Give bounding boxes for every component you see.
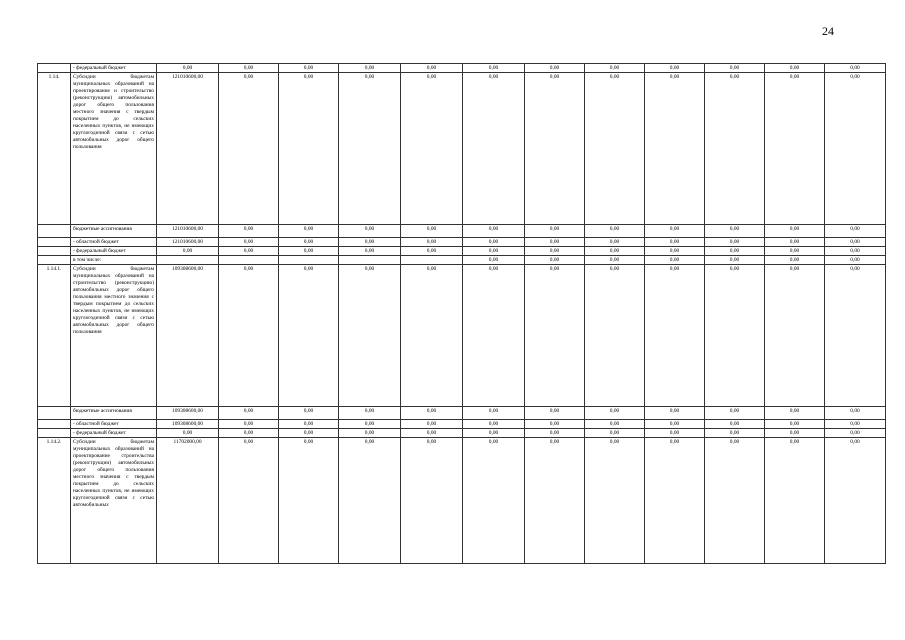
row-index <box>38 64 71 73</box>
value-cell: 0,00 <box>279 64 339 73</box>
value-cell: 0,00 <box>463 429 525 438</box>
value-cell: 0,00 <box>219 225 279 238</box>
row-index <box>38 420 71 429</box>
value-cell: 0,00 <box>825 64 886 73</box>
row-description: Субсидии бюджетам муниципальных образований на строительство (реконструкцию) автомобильных дорог общего пользования местного значения с твердым покрытием до сельских населенных пунктов, не имеющих круглогодичной связи с сетью автомобильных дорог общего пользования <box>71 265 157 407</box>
value-cell: 0,00 <box>401 64 463 73</box>
value-cell: 0,00 <box>339 265 401 407</box>
value-cell: 0,00 <box>401 429 463 438</box>
value-cell: 0,00 <box>825 238 886 247</box>
row-description: - федеральный бюджет <box>71 247 157 256</box>
value-cell: 0,00 <box>219 265 279 407</box>
value-cell: 0,00 <box>339 238 401 247</box>
value-cell: 109308600,00 <box>157 407 219 420</box>
row-description: - областной бюджет <box>71 420 157 429</box>
value-cell: 0,00 <box>219 64 279 73</box>
value-cell: 0,00 <box>525 225 585 238</box>
value-cell: 0,00 <box>525 247 585 256</box>
table-row <box>38 407 886 420</box>
value-cell: 0,00 <box>525 238 585 247</box>
row-description: бюджетные ассигнования <box>71 225 157 238</box>
value-cell: 0,00 <box>219 73 279 225</box>
row-description: Субсидии бюджетам муниципальных образований на проектирование и строительство (реконструкцию) автомобильных дорог общего пользования местного значения с твердым покрытием до сельских населенных пунктов, не имеющих круглогодичной связи с сетью автомобильных дорог общего пользования <box>71 73 157 225</box>
value-cell: 0,00 <box>765 256 825 265</box>
value-cell: 0,00 <box>279 265 339 407</box>
value-cell: 0,00 <box>645 247 705 256</box>
value-cell: 0,00 <box>339 438 401 564</box>
value-cell: 0,00 <box>585 420 645 429</box>
value-cell: 0,00 <box>585 256 645 265</box>
value-cell: 109308600,00 <box>157 265 219 407</box>
value-cell: 0,00 <box>219 407 279 420</box>
value-cell: 0,00 <box>765 225 825 238</box>
value-cell: 0,00 <box>279 73 339 225</box>
value-cell: 0,00 <box>339 429 401 438</box>
value-cell: 0,00 <box>525 407 585 420</box>
value-cell: 0,00 <box>463 238 525 247</box>
row-description: - федеральный бюджет <box>71 64 157 73</box>
value-cell: 0,00 <box>279 225 339 238</box>
value-cell: 0,00 <box>705 64 765 73</box>
value-cell: 0,00 <box>825 247 886 256</box>
value-cell: 0,00 <box>401 265 463 407</box>
table-row <box>38 420 886 429</box>
value-cell: 0,00 <box>401 247 463 256</box>
row-index <box>38 247 71 256</box>
value-cell: 0,00 <box>401 420 463 429</box>
value-cell: 0,00 <box>157 64 219 73</box>
value-cell: 0,00 <box>525 438 585 564</box>
value-cell: 0,00 <box>825 420 886 429</box>
value-cell: 0,00 <box>825 407 886 420</box>
value-cell: 0,00 <box>705 438 765 564</box>
value-cell: 0,00 <box>525 73 585 225</box>
value-cell: 0,00 <box>339 407 401 420</box>
value-cell: 0,00 <box>705 429 765 438</box>
value-cell: 0,00 <box>401 73 463 225</box>
table-row <box>38 429 886 438</box>
value-cell <box>401 256 463 265</box>
table-row <box>38 256 886 265</box>
value-cell: 0,00 <box>463 265 525 407</box>
value-cell: 0,00 <box>825 225 886 238</box>
value-cell: 0,00 <box>219 429 279 438</box>
value-cell <box>279 256 339 265</box>
row-index: 1.14.1. <box>38 265 71 407</box>
value-cell: 0,00 <box>401 225 463 238</box>
table-row <box>38 438 886 564</box>
value-cell: 0,00 <box>645 420 705 429</box>
value-cell: 0,00 <box>463 247 525 256</box>
value-cell: 109308600,00 <box>157 420 219 429</box>
value-cell: 0,00 <box>645 238 705 247</box>
table-row <box>38 238 886 247</box>
value-cell: 0,00 <box>765 238 825 247</box>
value-cell: 0,00 <box>279 238 339 247</box>
value-cell: 0,00 <box>463 420 525 429</box>
value-cell: 0,00 <box>463 438 525 564</box>
value-cell: 0,00 <box>525 265 585 407</box>
value-cell: 0,00 <box>585 265 645 407</box>
value-cell: 0,00 <box>585 429 645 438</box>
value-cell: 0,00 <box>825 429 886 438</box>
value-cell: 0,00 <box>645 256 705 265</box>
value-cell: 0,00 <box>705 256 765 265</box>
value-cell: 0,00 <box>825 265 886 407</box>
row-description: Субсидии бюджетам муниципальных образований на проектирование строительства (реконструкции) автомобильных дорог общего пользования местного значения с твердым покрытием до сельских населенных пунктов, не имеющих круглогодичной связи с сетью автомобильных <box>71 438 157 564</box>
value-cell: 0,00 <box>219 420 279 429</box>
value-cell: 0,00 <box>585 238 645 247</box>
value-cell: 0,00 <box>279 438 339 564</box>
value-cell: 11702000,00 <box>157 438 219 564</box>
value-cell: 0,00 <box>645 64 705 73</box>
row-description: - областной бюджет <box>71 238 157 247</box>
value-cell: 0,00 <box>339 73 401 225</box>
value-cell: 0,00 <box>705 73 765 225</box>
value-cell: 0,00 <box>157 247 219 256</box>
value-cell: 0,00 <box>765 438 825 564</box>
value-cell: 121010600,00 <box>157 73 219 225</box>
budget-table-body <box>38 64 886 564</box>
value-cell: 0,00 <box>463 256 525 265</box>
table-row <box>38 265 886 407</box>
value-cell: 0,00 <box>219 247 279 256</box>
value-cell: 0,00 <box>585 247 645 256</box>
row-index <box>38 407 71 420</box>
value-cell: 0,00 <box>279 247 339 256</box>
value-cell: 0,00 <box>157 429 219 438</box>
value-cell: 0,00 <box>765 429 825 438</box>
row-description: бюджетные ассигнования <box>71 407 157 420</box>
value-cell: 121010600,00 <box>157 238 219 247</box>
value-cell <box>219 256 279 265</box>
value-cell: 0,00 <box>525 64 585 73</box>
value-cell <box>339 256 401 265</box>
value-cell: 0,00 <box>401 238 463 247</box>
value-cell: 0,00 <box>825 256 886 265</box>
value-cell: 0,00 <box>463 225 525 238</box>
value-cell <box>157 256 219 265</box>
value-cell: 0,00 <box>705 420 765 429</box>
value-cell: 0,00 <box>825 73 886 225</box>
value-cell: 0,00 <box>463 407 525 420</box>
value-cell: 0,00 <box>765 64 825 73</box>
value-cell: 0,00 <box>585 438 645 564</box>
value-cell: 0,00 <box>401 407 463 420</box>
value-cell: 0,00 <box>525 429 585 438</box>
value-cell: 0,00 <box>279 429 339 438</box>
value-cell: 0,00 <box>645 265 705 407</box>
value-cell: 0,00 <box>525 256 585 265</box>
value-cell: 0,00 <box>339 247 401 256</box>
value-cell: 0,00 <box>279 420 339 429</box>
value-cell: 0,00 <box>705 407 765 420</box>
value-cell: 0,00 <box>525 420 585 429</box>
budget-table <box>37 63 886 564</box>
value-cell: 0,00 <box>645 225 705 238</box>
value-cell: 0,00 <box>219 238 279 247</box>
row-index <box>38 256 71 265</box>
value-cell: 0,00 <box>585 407 645 420</box>
row-index: 1.14.2. <box>38 438 71 564</box>
value-cell: 0,00 <box>765 73 825 225</box>
value-cell: 0,00 <box>463 73 525 225</box>
table-row <box>38 225 886 238</box>
value-cell: 0,00 <box>645 429 705 438</box>
row-description: в том числе: <box>71 256 157 265</box>
row-index: 1.14. <box>38 73 71 225</box>
value-cell: 0,00 <box>339 225 401 238</box>
value-cell: 0,00 <box>279 407 339 420</box>
row-index <box>38 429 71 438</box>
value-cell: 0,00 <box>339 420 401 429</box>
value-cell: 0,00 <box>585 225 645 238</box>
value-cell: 0,00 <box>645 73 705 225</box>
value-cell: 0,00 <box>705 238 765 247</box>
page-number: 24 <box>822 24 834 38</box>
value-cell: 0,00 <box>339 64 401 73</box>
value-cell: 0,00 <box>705 247 765 256</box>
value-cell: 0,00 <box>765 407 825 420</box>
value-cell: 0,00 <box>585 73 645 225</box>
row-index <box>38 238 71 247</box>
table-row <box>38 247 886 256</box>
value-cell: 0,00 <box>765 420 825 429</box>
value-cell: 0,00 <box>705 225 765 238</box>
value-cell: 0,00 <box>765 247 825 256</box>
value-cell: 0,00 <box>765 265 825 407</box>
value-cell: 0,00 <box>463 64 525 73</box>
value-cell: 0,00 <box>585 64 645 73</box>
value-cell: 0,00 <box>645 407 705 420</box>
value-cell: 121010600,00 <box>157 225 219 238</box>
row-index <box>38 225 71 238</box>
table-row <box>38 64 886 73</box>
value-cell: 0,00 <box>825 438 886 564</box>
row-description: - федеральный бюджет <box>71 429 157 438</box>
value-cell: 0,00 <box>401 438 463 564</box>
table-row <box>38 73 886 225</box>
value-cell: 0,00 <box>645 438 705 564</box>
value-cell: 0,00 <box>705 265 765 407</box>
value-cell: 0,00 <box>219 438 279 564</box>
